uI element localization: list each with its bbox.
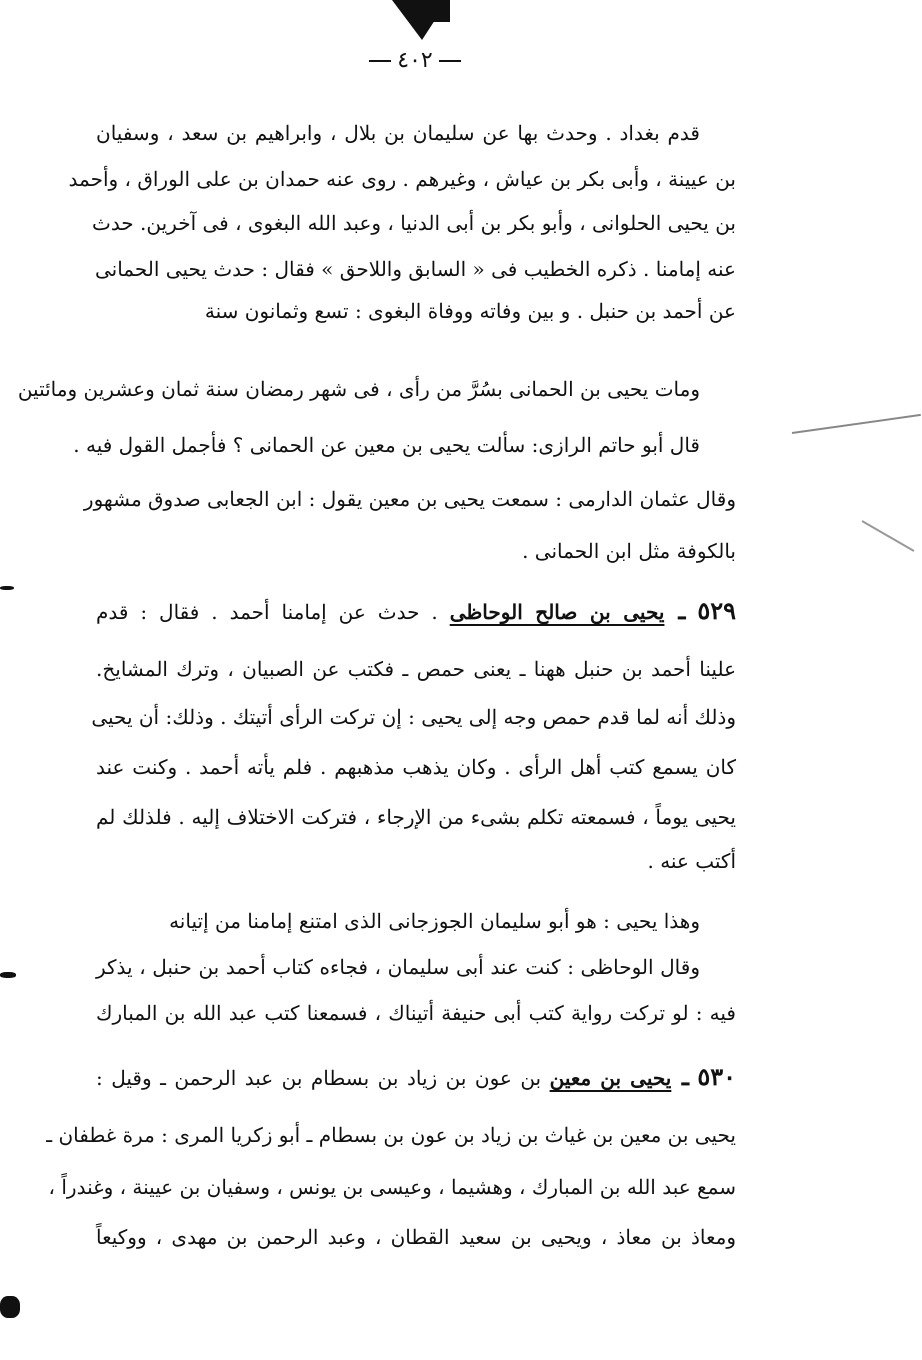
page-number-text: ٤٠٢ <box>397 48 433 73</box>
text-line: علينا أحمد بن حنبل ههنا ـ يعنى حمص ـ فكتب عن الصبيان ، وترك المشايخ. <box>96 657 737 681</box>
text-line: وذلك أنه لما قدم حمص وجه إلى يحيى : إن تركت الرأى أتيتك . وذلك: أن يحيى <box>91 705 736 729</box>
entry-heading-rest: بن عون بن زياد بن بسطام بن عبد الرحمن ـ وقيل : <box>96 1066 542 1090</box>
text-line: وقال الوحاظى : كنت عند أبى سليمان ، فجاءه كتاب أحمد بن حنبل ، يذكر <box>96 955 700 979</box>
page-number-dash-left <box>439 60 461 62</box>
entry-name: يحيى بن معين <box>549 1066 672 1090</box>
page-number <box>360 48 470 73</box>
text-line: وهذا يحيى : هو أبو سليمان الجوزجانى الذى امتنع إمامنا من إتيانه <box>169 909 700 933</box>
page-number-dash-right <box>369 60 391 62</box>
left-edge-blot <box>0 1296 20 1318</box>
text-line: قدم بغداد . وحدث بها عن سليمان بن بلال ، وابراهيم بن سعد ، وسفيان <box>96 121 700 145</box>
text-line: فيه : لو تركت رواية كتب أبى حنيفة أتيناك ، فسمعنا كتب عبد الله بن المبارك <box>96 1001 736 1025</box>
entry-number: ٥٢٩ <box>697 596 737 625</box>
text-line: يحيى يوماً ، فسمعته تكلم بشىء من الإرجاء ، فتركت الاختلاف إليه . فلذلك لم <box>96 805 736 829</box>
text-line: يحيى بن معين بن غياث بن زياد بن عون بن بسطام ـ أبو زكريا المرى : مرة غطفان ـ <box>46 1123 736 1147</box>
left-edge-mark-upper <box>0 586 14 590</box>
entry-heading-rest: . حدث عن إمامنا أحمد . فقال : قدم <box>96 600 438 624</box>
entry-number: ٥٣٠ <box>697 1062 737 1091</box>
text-line: بن عيينة ، وأبى بكر بن عياش ، وغيرهم . روى عنه حمدان بن على الوراق ، وأحمد <box>68 167 736 191</box>
text-line: كان يسمع كتب أهل الرأى . وكان يذهب مذهبهم . فلم يأته أحمد . وكنت عند <box>96 755 736 779</box>
text-line: عن أحمد بن حنبل . و بين وفاته ووفاة البغوى : تسع وثمانون سنة <box>204 299 736 323</box>
text-line: ومات يحيى بن الحمانى بسُرَّ من رأى ، فى شهر رمضان سنة ثمان وعشرين ومائتين <box>17 377 700 401</box>
entry-529-heading-line: ٥٢٩ ـ يحيى بن صالح الوحاظى . حدث عن إمامنا أحمد . فقال : قدم <box>96 596 737 625</box>
entry-name: يحيى بن صالح الوحاظى <box>449 600 665 624</box>
text-line: سمع عبد الله بن المبارك ، وهشيما ، وعيسى بن يونس ، وسفيان بن عيينة ، وغندراً ، <box>48 1175 736 1199</box>
entry-530-heading-line: ٥٣٠ ـ يحيى بن معين بن عون بن زياد بن بسطام بن عبد الرحمن ـ وقيل : <box>96 1062 737 1091</box>
left-edge-mark <box>0 972 16 978</box>
right-edge-crease <box>792 414 921 434</box>
text-line: أكتب عنه . <box>647 849 736 873</box>
right-edge-crease-lower <box>862 520 915 552</box>
text-line: ومعاذ بن معاذ ، ويحيى بن سعيد القطان ، وعبد الرحمن بن مهدى ، ووكيعاً <box>96 1225 736 1249</box>
text-line: قال أبو حاتم الرازى: سألت يحيى بن معين عن الحمانى ؟ فأجمل القول فيه . <box>73 433 700 457</box>
text-line: وقال عثمان الدارمى : سمعت يحيى بن معين يقول : ابن الجعابى صدوق مشهور <box>83 487 736 511</box>
text-line: بن يحيى الحلوانى ، وأبو بكر بن أبى الدنيا ، وعبد الله البغوى ، فى آخرين. حدث <box>91 211 736 235</box>
text-line: عنه إمامنا . ذكره الخطيب فى « السابق واللاحق » فقال : حدث يحيى الحمانى <box>94 257 736 281</box>
text-line: بالكوفة مثل ابن الحمانى . <box>522 539 736 563</box>
scan-corner-blot-fill <box>410 0 450 22</box>
